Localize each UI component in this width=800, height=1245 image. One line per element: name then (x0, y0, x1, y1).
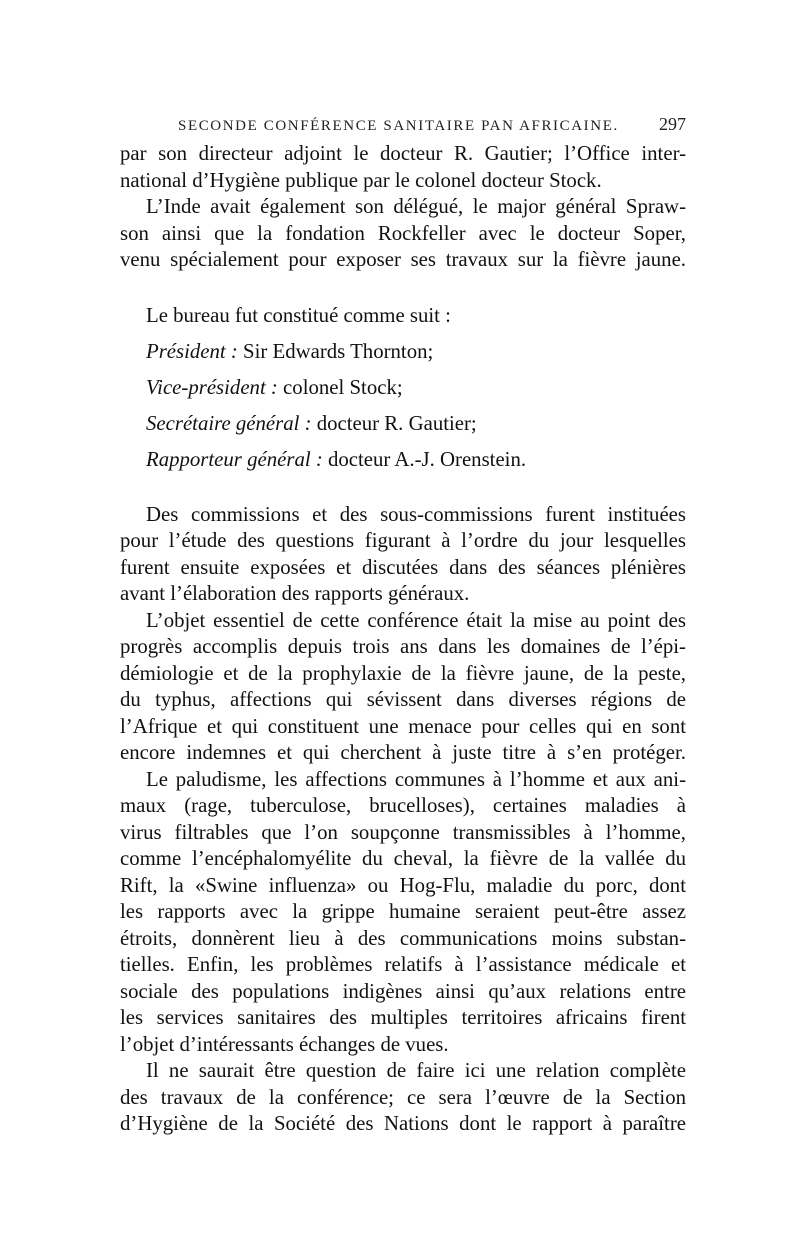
member-role: Président : (146, 339, 238, 363)
text-line: Des commissions et des sous-commissions furent instituées (146, 502, 686, 526)
text-line: national d’Hygiène publique par le colonel docteur Stock. (120, 168, 602, 192)
text-line: pour l’étude des questions figurant à l’ordre du jour lesquelles (120, 529, 686, 552)
text-line: L’Inde avait également son délégué, le major général Spraw- (146, 195, 686, 218)
member-name: docteur R. Gautier; (311, 411, 477, 435)
member-name: Sir Edwards Thornton; (237, 339, 434, 363)
text-line: l’Afrique et qui constituent une menace pour celles qui en sont (120, 714, 686, 738)
paragraph-1 (120, 141, 686, 194)
text-line: virus filtrables que l’on soupçonne transmissibles à l’homme, (120, 820, 686, 844)
text-line: son ainsi que la fondation Rockfeller avec le docteur Soper, (120, 221, 686, 245)
bureau-member (146, 442, 686, 478)
text-line: démiologie et de la prophylaxie de la fièvre jaune, de la peste, (120, 661, 686, 685)
page-number: 297 (659, 114, 686, 134)
text-line: Il ne saurait être question de faire ici une relation complète (146, 1059, 686, 1082)
text-line: par son directeur adjoint le docteur R. Gautier; l’Office inter- (120, 142, 686, 165)
text-line: venu spécialement pour exposer ses travaux sur la fièvre jaune. (120, 248, 686, 271)
bureau-member (146, 406, 686, 442)
text-line: Rift, la «Swine influenza» ou Hog-Flu, maladie du porc, dont (120, 873, 686, 897)
text-line: tielles. Enfin, les problèmes relatifs à l’assistance médicale et (120, 953, 686, 976)
member-role: Secrétaire général : (146, 411, 312, 435)
paragraph-2 (120, 194, 686, 274)
text-line: sociale des populations indigènes ainsi qu’aux relations entre (120, 979, 686, 1003)
bureau-member (146, 334, 686, 370)
member-name: docteur A.-J. Orenstein. (322, 447, 527, 471)
text-line: les services sanitaires des multiples territoires africains firent (120, 1006, 686, 1029)
text-line: étroits, donnèrent lieu à des communications moins substan- (120, 926, 686, 950)
bureau-member (146, 370, 686, 406)
text-line: avant l’élaboration des rapports généraux. (120, 582, 470, 605)
paragraph-6 (120, 1058, 686, 1138)
bureau-intro: Le bureau fut constitué comme suit : (146, 303, 451, 327)
running-head (178, 114, 686, 135)
bureau-list (146, 298, 686, 478)
paragraph-4 (120, 608, 686, 767)
running-title: SECONDE CONFÉRENCE SANITAIRE PAN AFRICAINE. (178, 118, 619, 134)
member-name: colonel Stock; (277, 375, 403, 399)
text-line: du typhus, affections qui sévissent dans diverses régions de (120, 688, 686, 711)
text-line: progrès accomplis depuis trois ans dans les domaines de l’épi- (120, 635, 686, 658)
text-line: Le paludisme, les affections communes à l’homme et aux ani- (146, 767, 686, 791)
member-role: Vice-président : (146, 375, 278, 399)
paragraph-5 (120, 767, 686, 1059)
text-line: d’Hygiène de la Société des Nations dont le rapport à paraître (120, 1112, 686, 1135)
text-line: comme l’encéphalomyélite du cheval, la fièvre de la vallée du (120, 847, 686, 870)
text-line: des travaux de la conférence; ce sera l’œuvre de la Section (120, 1085, 686, 1109)
text-line: L’objet essentiel de cette conférence était la mise au point des (146, 608, 686, 632)
text-line: encore indemnes et qui cherchent à juste titre à s’en protéger. (120, 741, 686, 764)
text-line: les rapports avec la grippe humaine seraient peut-être assez (120, 900, 686, 923)
document-page (120, 114, 686, 1138)
text-line: l’objet d’intéressants échanges de vues. (120, 1032, 449, 1056)
text-line: maux (rage, tuberculose, brucelloses), certaines maladies à (120, 794, 686, 817)
text-line: furent ensuite exposées et discutées dans des séances plénières (120, 555, 686, 579)
member-role: Rapporteur général : (146, 447, 323, 471)
paragraph-3 (120, 502, 686, 608)
